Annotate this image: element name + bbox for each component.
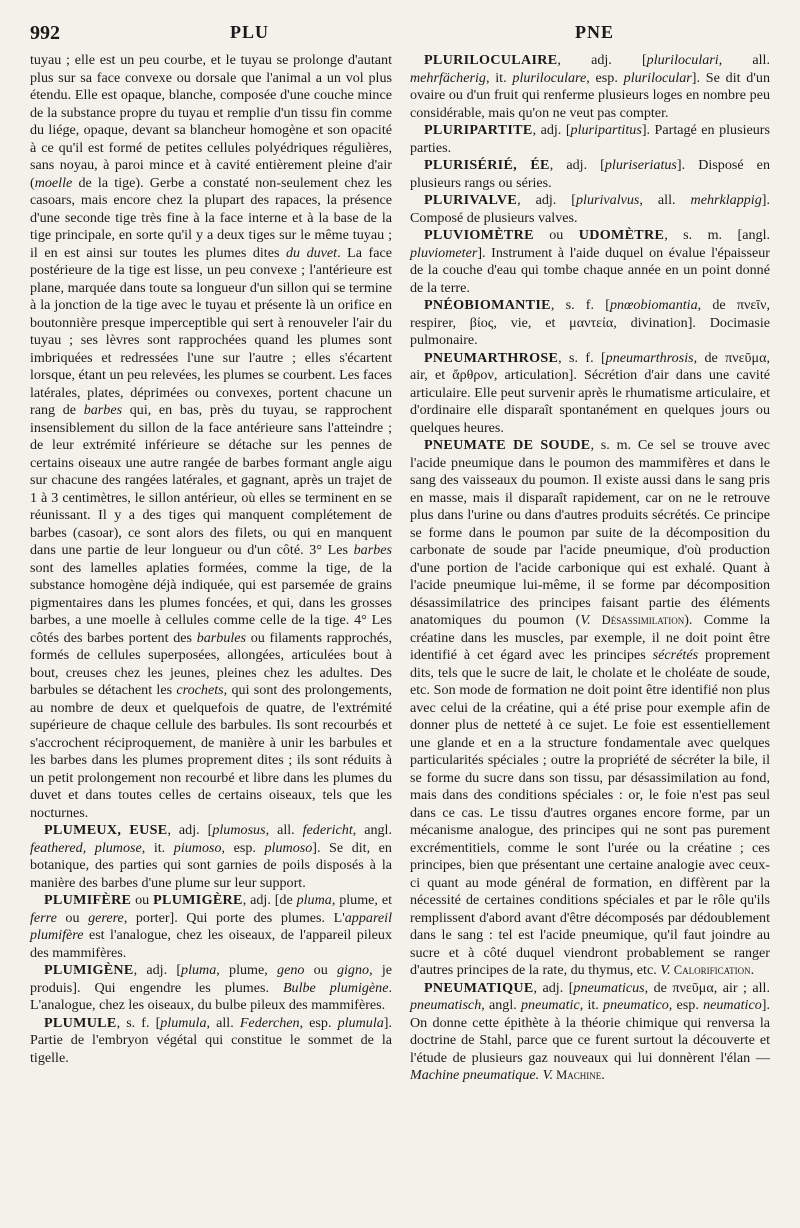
headword: PLUMULE — [44, 1014, 117, 1031]
entry-pluriserie: PLURISÉRIÉ, ÉE, adj. [pluriseriatus]. Disposé en plusieurs rangs ou séries. — [410, 157, 770, 191]
left-column — [30, 52, 392, 1067]
entry-pneobiomantie: PNÉOBIOMANTIE, s. f. [pnœobiomantia, de πνεῖν, respirer, βίος, vie, et μαντεία, divination]. Docimasie pulmonaire. — [410, 297, 770, 348]
entry-pneumatique: PNEUMATIQUE, adj. [pneumaticus, de πνεῦμα, air ; all. pneumatisch, angl. pneumatic, it. pneumatico, esp. neumatico]. On donne cette épithète à la théorie chimique qui renversa la doctrine de Stahl, parce que ce furent surtout la découverte et l'étude de plusieurs gaz nouveaux qui lui donnèrent l'élan — Machine pneumatique. V. Machine. — [410, 979, 770, 1083]
left-running-head: PLU — [230, 22, 269, 42]
headword: PLURIVALVE — [424, 192, 518, 208]
entry-pneumarthrose: PNEUMARTHROSE, s. f. [pneumarthrosis, de πνεῦμα, air, et ἄρθρον, articulation]. Sécrétion d'air dans une cavité articulaire. Elle peut survenir après le rhumatisme articulaire, et d'ordinaire elle disparaît spontanément en quelques jours ou quelques heures. — [410, 349, 770, 436]
right-column — [410, 52, 770, 1085]
headword: PLUMIGÈNE — [44, 962, 134, 978]
headword: PLURIPARTITE — [424, 122, 533, 138]
page-number: 992 — [30, 22, 60, 44]
headword: PNEUMARTHROSE — [424, 349, 559, 366]
entry-pluripartite: PLURIPARTITE, adj. [pluripartitus]. Partagé en plusieurs parties. — [410, 122, 770, 156]
entry-plumeux: PLUMEUX, EUSE, adj. [plumosus, all. federicht, angl. feathered, plumose, it. piumoso, esp. plumoso]. Se dit, en botanique, des parties qui sont garnies de poils disposés à la manière des barbes d'une plume sur leur support. — [30, 822, 392, 891]
headword: PNÉOBIOMANTIE — [424, 297, 551, 313]
headword: UDOMÈTRE — [578, 227, 665, 243]
running-header — [30, 22, 770, 50]
entry-plumule: PLUMULE, s. f. [plumula, all. Federchen, esp. plumula]. Partie de l'embryon végétal qui constitue le sommet de la tigelle. — [30, 1014, 392, 1066]
headword: PLUMEUX, EUSE — [44, 822, 168, 838]
right-running-head: PNE — [575, 22, 614, 42]
entry-plurivalve: PLURIVALVE, adj. [plurivalvus, all. mehrklappig]. Composé de plusieurs valves. — [410, 192, 770, 226]
headword: PLURILOCULAIRE — [424, 52, 558, 68]
entry-plumifere: PLUMIFÈRE ou PLUMIGÈRE, adj. [de pluma, plume, et ferre ou gerere, porter]. Qui porte des plumes. L'appareil plumifère est l'analogue, chez les oiseaux, de l'appareil pileux des mammifères. — [30, 892, 392, 961]
headword: PNEUMATIQUE — [424, 979, 534, 996]
entry-pluviometre: PLUVIOMÈTRE ou UDOMÈTRE, s. m. [angl. pluviometer]. Instrument à l'aide duquel on évalue l'épaisseur de la couche d'eau qui tombe chaque année en un point donné de la terre. — [410, 227, 771, 296]
entry-pneumate-de-soude: PNEUMATE DE SOUDE, s. m. Ce sel se trouve avec l'acide pneumique dans le poumon des mammifères et dans le sang des vaisseaux du poumon. Il existe aussi dans le sang pris en masse, mais il disparaît rapidement, car on ne le retrouve plus dans l'urine ou dans d'autres produits sécrétés. Ce principe se forme dans le poumon par suite de la décomposition du carbonate de soude par l'acide pneumique, d'où production d'une portion de l'acide carbonique qui est exhalé. Quant à l'acide pneumique lui-même, il se forme par décomposition désassimilatrice des principes faisant partie des éléments anatomiques du poumon (V. Désassimilation). Comme la créatine dans les muscles, par exemple, il ne doit point être identifié à cet égard avec les principes sécrétés proprement dits, tels que le sucre de lait, le cholate et le choléate de soude, etc. Son mode de formation ne doit point être identifié non plus avec celui de la créatine, qui a été prise pour exemple afin de donner plus de netteté à ce sujet. Le foie est essentiellement une glande et en a la structure fondamentale avec quelques particularités spéciales ; outre la propriété de sécréter la bile, il se forme du sucre dans son tissu, par désassimilation au fond, mais dans des conditions spéciales : or, le foie n'est pas seul dans ce cas. Le tissu d'autres organes encore forme, par un mécanisme analogue, des principes qui ne sont pas purement excrémentitiels, comme le sont l'urée ou la créatine ; ces principes, bien que présentant une certaine analogie avec ceux-ci quant au mode général de formation, en diffèrent par la nécessité de certaines conditions spéciales et par le rôle qu'ils remplissent d'abord avant d'être décomposés par dédoublement dans le sang : tel est l'acide pneumique, qu'il faut joindre au sucre et à côté duquel viendront probablement se ranger d'autres principes de la rate, du thymus, etc. V. Calorification. — [410, 437, 770, 978]
headword: PLURISÉRIÉ, ÉE — [424, 157, 550, 173]
headword: PLUMIFÈRE — [44, 892, 132, 908]
headword: PLUVIOMÈTRE — [424, 227, 534, 243]
headword: PLUMIGÈRE — [153, 892, 243, 908]
entry-pluriloculaire: PLURILOCULAIRE, adj. [pluriloculari, all. mehrfächerig, it. pluriloculare, esp. plurilocular]. Se dit d'un ovaire ou d'un fruit qui renferme plusieurs loges en nombre peu considérable, mais qu'on ne veut pas compter. — [410, 52, 770, 121]
headword: PNEUMATE DE SOUDE — [424, 437, 591, 453]
plume-continuation-paragraph: tuyau ; elle est un peu courbe, et le tuyau se prolonge d'autant plus sur sa face convexe ou dorsale que l'animal a un vol plus étendu. Elle est opaque, blanche, composée d'une couche mince de la substance propre du tuyau et remplie d'un tissu fin comme du liége, opaque, devant sa blancheur homogène et son opacité à ce qu'il est formé de petites cellules polyédriques régulières, sans noyau, à paroi mince et à cavité entièrement pleine d'air (moelle de la tige). Gerbe a constaté non-seulement chez les casoars, mais encore chez la plupart des rapaces, la présence d'une seconde tige très fine à la face interne et à la base de la tige principale, en sorte qu'il y a deux tiges sur le même tuyau ; il en est ainsi sur toutes les plumes dites du duvet. La face postérieure de la tige est lisse, un peu convexe ; l'antérieure est plane, marquée dans toute sa longueur d'un sillon qui se termine à la jonction de la tige avec le tuyau et présente là un orifice en boutonnière presque imperceptible qui sert à renouveler l'air du tuyau ; ses lèvres sont rapprochées quand les plumes sont imbriquées et redressées l'une sur l'autre ; elles s'écartent lorsque, étant un peu relevées, les plumes se courbent. Les faces latérales, plates, déprimées ou convexes, portent chacune un rang de barbes qui, en bas, près du tuyau, se rapprochent insensiblement du sillon de la face antérieure sans l'atteindre ; de leur extrémité inférieure se détache sur les pennes de certains oiseaux une autre rangée de barbes formant angle aigu sur chacune des rangées latérales, et gagnant, après un trajet de 1 à 3 centimètres, le sillon antérieur, où elles se terminent en se réunissant. Il y a des tiges qui manquent complétement de barbes (casoar), ce sont alors des filets, ou qui en manquent dans une partie de leur longueur ou d'un côté. 3° Les barbes sont des lamelles aplaties formées, comme la tige, de la substance homogène déjà indiquée, qui est parsemée de grains pigmentaires dans les plumes foncées, et qui, dans les grosses barbes, a une moelle à cellules comme celle de la tige. 4° Les côtés des barbes portent des barbules ou filaments rapprochés, formés de cellules superposées, allongées, articulées bout à bout, creuses chez les jeunes, pleines chez les adultes. Des barbules se détachent les crochets, qui sont des prolongements, au nombre de deux et quelquefois de quatre, de l'extrémité supérieure de chaque cellule des barbules. Ils sont recourbés et s'accrochent réciproquement, de manière à unir les barbules et les barbes dans les plumes proprement dites ; ils sont réduits à un petit prolongement non recourbé et libre dans les plumes du duvet et dans toutes celles de certains oiseaux, tels que les nocturnes. — [30, 52, 393, 821]
entry-plumigene: PLUMIGÈNE, adj. [pluma, plume, geno ou gigno, je produis]. Qui engendre les plumes. Bulbe plumigène. L'analogue, chez les oiseaux, du bulbe pileux des mammifères. — [30, 962, 393, 1013]
